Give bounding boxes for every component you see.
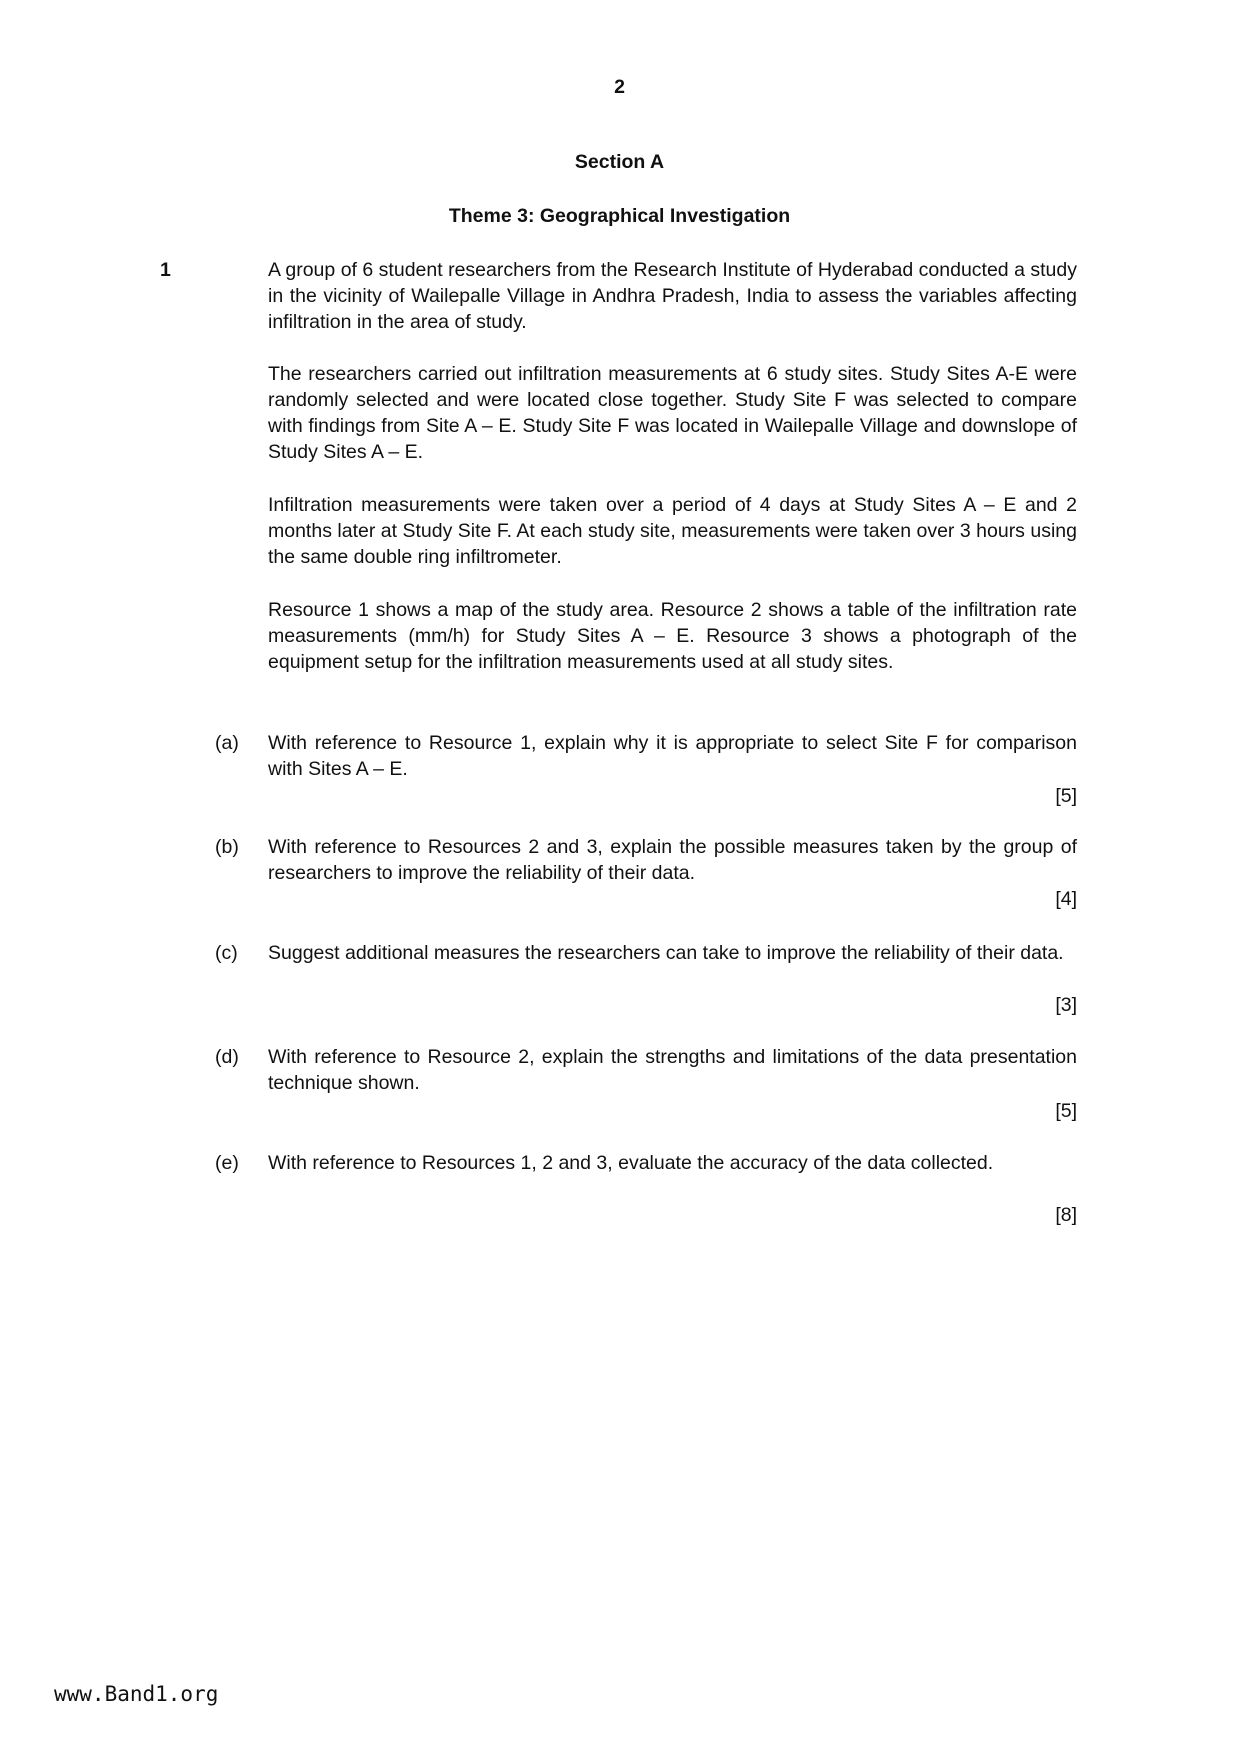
part-d-marks: [5] (1055, 1100, 1077, 1122)
question-number: 1 (160, 259, 171, 281)
part-b-text: With reference to Resources 2 and 3, explain the possible measures taken by the group of researchers to improve the reliability of their data. (268, 836, 1077, 884)
part-a-marks: [5] (1055, 785, 1077, 807)
part-e-text: With reference to Resources 1, 2 and 3, evaluate the accuracy of the data collected. (268, 1152, 994, 1174)
page-number: 2 (614, 76, 625, 98)
part-b-marks: [4] (1055, 888, 1077, 910)
part-a-label: (a) (215, 732, 239, 754)
part-c-text: Suggest additional measures the researchers can take to improve the reliability of their data. (268, 942, 1064, 964)
part-e-label: (e) (215, 1152, 239, 1174)
section-title: Section A (574, 151, 665, 173)
theme-title: Theme 3: Geographical Investigation (448, 205, 791, 227)
footer-watermark: www.Band1.org (54, 1682, 219, 1706)
part-a-text: With reference to Resource 1, explain why it is appropriate to select Site F for comparison with Sites A – E. (268, 732, 1077, 780)
intro-paragraph-1: A group of 6 student researchers from the Research Institute of Hyderabad conducted a study in the vicinity of Wailepalle Village in Andhra Pradesh, India to assess the variables affecting infiltration in the area of study. (268, 259, 1077, 333)
intro-paragraph-3: Infiltration measurements were taken over a period of 4 days at Study Sites A – E and 2 months later at Study Site F. At each study site, measurements were taken over 3 hours using the same double ring infiltrometer. (268, 494, 1077, 568)
part-e-marks: [8] (1055, 1204, 1077, 1226)
part-d-label: (d) (215, 1046, 239, 1068)
part-c-marks: [3] (1055, 994, 1077, 1016)
part-d-text: With reference to Resource 2, explain the strengths and limitations of the data presentation technique shown. (268, 1046, 1077, 1094)
part-c-label: (c) (215, 942, 238, 964)
intro-paragraph-2: The researchers carried out infiltration measurements at 6 study sites. Study Sites A-E were randomly selected and were located close together. Study Site F was selected to compare with findings from Site A – E. Study Site F was located in Wailepalle Village and downslope of Study Sites A – E. (268, 363, 1077, 463)
intro-paragraph-4: Resource 1 shows a map of the study area. Resource 2 shows a table of the infiltration rate measurements (mm/h) for Study Sites A – E. Resource 3 shows a photograph of the equipment setup for the infiltration measurements used at all study sites. (268, 599, 1077, 673)
part-b-label: (b) (215, 836, 239, 858)
